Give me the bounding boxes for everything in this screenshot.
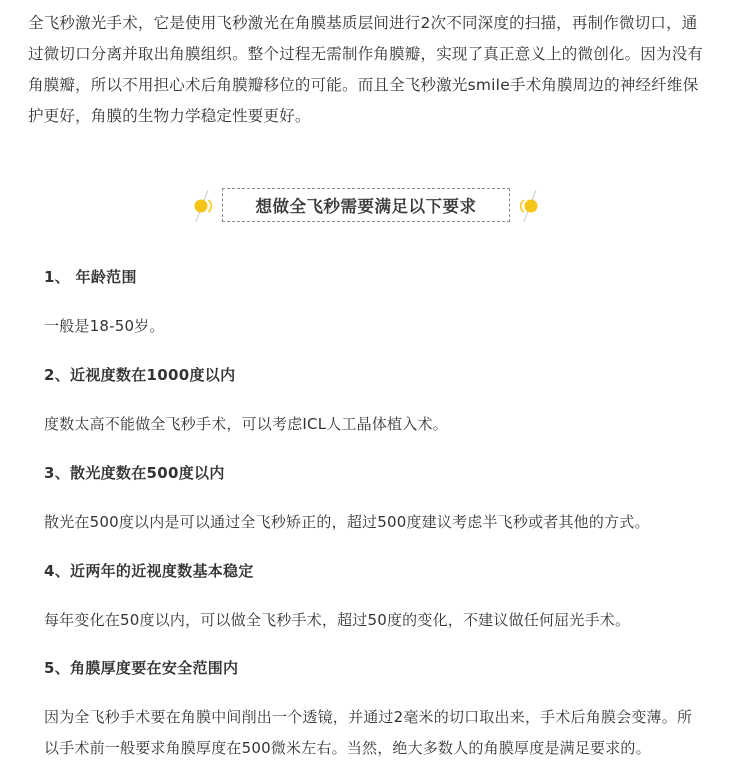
- requirement-item: [44, 657, 694, 764]
- requirement-item: [44, 266, 694, 342]
- requirement-body: 散光在500度以内是可以通过全飞秒矫正的，超过500度建议考虑半飞秒或者其他的方式。: [44, 513, 650, 531]
- requirement-heading: 2、近视度数在1000度以内: [44, 366, 236, 384]
- requirement-heading: 3、散光度数在500度以内: [44, 464, 225, 482]
- section-title-text: 想做全飞秒需要满足以下要求: [222, 188, 510, 222]
- requirement-heading: 5、角膜厚度要在安全范围内: [44, 659, 239, 677]
- requirement-body: 一般是18-50岁。: [44, 317, 165, 335]
- requirement-heading: 4、近两年的近视度数基本稳定: [44, 562, 254, 580]
- section-title: [188, 186, 544, 226]
- requirement-item: [44, 560, 694, 636]
- decorative-dot-icon: [516, 186, 546, 226]
- requirement-body: 因为全飞秒手术要在角膜中间削出一个透镜，并通过2毫米的切口取出来，手术后角膜会变薄。所以手术前一般要求角膜厚度在500微米左右。当然，绝大多数人的角膜厚度是满足要求的。: [44, 708, 693, 757]
- intro-paragraph: 全飞秒激光手术，它是使用飞秒激光在角膜基质层间进行2次不同深度的扫描，再制作微切口，通过微切口分离并取出角膜组织。整个过程无需制作角膜瓣，实现了真正意义上的微创化。因为没有角膜瓣，所以不用担心术后角膜瓣移位的可能。而且全飞秒激光smile手术角膜周边的神经纤维保护更好，角膜的生物力学稳定性要更好。: [28, 14, 704, 125]
- decorative-dot-icon: [188, 186, 218, 226]
- requirement-item: [44, 462, 694, 538]
- requirement-item: [44, 364, 694, 440]
- requirement-body: 度数太高不能做全飞秒手术，可以考虑ICL人工晶体植入术。: [44, 415, 448, 433]
- requirement-body: 每年变化在50度以内，可以做全飞秒手术，超过50度的变化，不建议做任何屈光手术。: [44, 611, 631, 629]
- requirement-heading: 1、 年龄范围: [44, 268, 137, 286]
